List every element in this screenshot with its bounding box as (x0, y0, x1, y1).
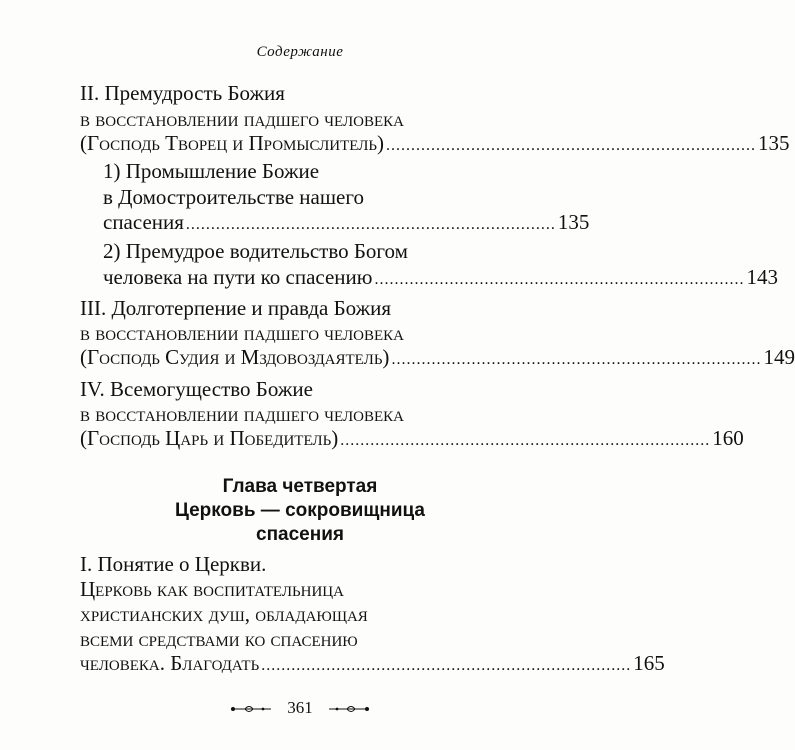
toc-entry-3-line1: III. Долготерпение и правда Божия (80, 296, 392, 320)
toc-entry-4[interactable] (80, 425, 744, 454)
leader-dots: .......................................................................... (340, 432, 711, 449)
toc-sub-1-page: 135 (557, 210, 590, 234)
toc-c1-line1: I. Понятие о Церкви. (80, 552, 267, 576)
toc-entry-4-line3: (Господь Царь и Победитель) (80, 426, 339, 450)
toc-sub-2-page: 143 (746, 265, 778, 289)
toc-entry-2-page: 135 (758, 131, 790, 155)
toc-entry-2[interactable] (80, 130, 790, 159)
toc-entry-4-page: 160 (712, 426, 744, 450)
toc-sub-2[interactable] (103, 264, 778, 293)
toc-entry-2-line2: в восстановлении падшего человека (80, 107, 405, 131)
toc-c1-page: 165 (633, 651, 665, 675)
toc-c1-line3: христианских душ, обладающая (80, 602, 368, 626)
running-header: Содержание (256, 44, 344, 60)
toc-sub-1-line1: 1) Промышление Божие (103, 159, 320, 183)
toc-c1-line4: всеми средствами ко спасению (80, 627, 358, 651)
toc-entry-3-page: 149 (763, 345, 795, 369)
leader-dots: .......................................................................... (386, 137, 756, 154)
chapter-heading-line1: Глава четвертая (222, 476, 378, 497)
page-footer (0, 698, 600, 718)
toc-entry-3-line3: (Господь Судия и Мздовоздаятель) (80, 345, 390, 369)
leader-dots: .......................................................................... (261, 657, 632, 674)
toc-c1-line5: человека. Благодать (80, 651, 260, 675)
toc-sub-1-line2: в Домостроительстве нашего (103, 185, 364, 209)
toc-c1-line2: Церковь как воспитательница (80, 577, 344, 601)
toc-c1[interactable] (80, 650, 665, 679)
toc-entry-4-line1: IV. Всемогущество Божие (80, 377, 313, 401)
toc-sub-1[interactable] (103, 209, 590, 238)
leader-dots: .......................................................................... (185, 216, 556, 233)
toc-sub-1-line3: спасения (103, 210, 184, 234)
toc-entry-3-line2: в восстановлении падшего человека (80, 321, 405, 345)
chapter-heading-line2: Церковь — сокровищница (175, 500, 425, 521)
leader-dots: .......................................................................... (391, 351, 762, 368)
ornament-right-icon (327, 703, 371, 715)
toc-sub-2-line1: 2) Премудрое водительство Богом (103, 239, 408, 263)
leader-dots: .......................................................................... (374, 271, 745, 288)
toc-entry-3[interactable] (80, 344, 795, 373)
toc-entry-2-line1: II. Премудрость Божия (80, 81, 285, 105)
toc-entry-2-line3: (Господь Творец и Промыслитель) (80, 131, 384, 155)
chapter-heading-line3: спасения (256, 524, 344, 545)
toc-entry-4-line2: в восстановлении падшего человека (80, 402, 405, 426)
toc-sub-2-line2: человека на пути ко спасению (103, 265, 373, 289)
ornament-left-icon (229, 703, 273, 715)
page-number: 361 (287, 698, 313, 717)
